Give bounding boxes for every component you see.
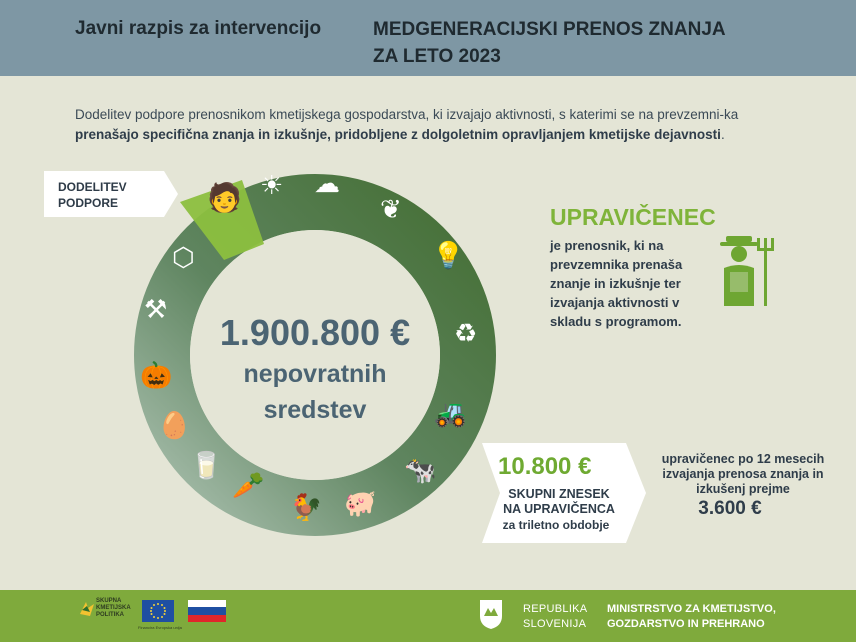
eggs-icon: 🥚 xyxy=(158,410,191,440)
intro-bold: prenašajo specifična znanja in izkušnje, pridobljene z dolgoletnim opravljanjem kmetijske dejavnosti xyxy=(75,127,721,142)
support-tag-line1: DODELITEV xyxy=(58,180,127,194)
header-title-line2: ZA LETO 2023 xyxy=(373,46,501,67)
sun-icon: ☀ xyxy=(260,170,284,200)
callout-line2: NA UPRAVIČENCA xyxy=(503,502,615,516)
tractor-icon: 🚜 xyxy=(434,398,467,428)
total-amount-label2: sredstev xyxy=(263,396,367,424)
skp-logo-text: SKUPNA KMETIJSKA POLITIKA xyxy=(96,598,131,618)
support-tag xyxy=(44,171,178,217)
header-title-line1: MEDGENERACIJSKI PRENOS ZNANJA xyxy=(373,19,726,40)
intro-part1: Dodelitev podpore prenosnikom kmetijskega gospodarstva, ki izvajajo aktivnosti, s katerimi se na prevzemni-ka xyxy=(75,107,739,122)
support-tag-text xyxy=(58,179,127,211)
rain-cloud-icon: ☁ xyxy=(314,168,340,198)
beneficiary-description: je prenosnik, ki na prevzemnika prenaša znanje in izkušnje ter izvajanja aktivnosti v skladu s programom. xyxy=(550,238,683,329)
callout-line3: za triletno obdobje xyxy=(502,518,610,532)
eu-flag-icon xyxy=(142,600,174,622)
milk-icon: 🥛 xyxy=(190,450,223,480)
ministry-line2: GOZDARSTVO IN PREHRANO xyxy=(607,618,765,630)
pig-icon: 🐖 xyxy=(344,488,377,518)
ministry-text xyxy=(607,602,776,632)
garden-tools-icon: ⚒ xyxy=(144,294,168,324)
side-note-text: upravičenec po 12 mesecih izvajanja prenosa znanja in izkušenj prejme xyxy=(661,452,825,496)
pumpkin-icon: 🎃 xyxy=(140,360,173,390)
republic-line2: SLOVENIJA xyxy=(523,618,587,630)
callout-label xyxy=(494,487,624,517)
support-tag-line2: PODPORE xyxy=(58,196,119,210)
lightbulb-icon: 💡 xyxy=(432,240,465,270)
header-left-title: Javni razpis za intervencijo xyxy=(75,18,322,39)
intro-end: . xyxy=(720,127,725,142)
republic-slovenia-text xyxy=(523,602,587,632)
callout-amount: 10.800 € xyxy=(498,453,592,480)
honeycomb-icon: ⬡ xyxy=(172,242,195,272)
header-bar xyxy=(0,0,856,76)
skp-logo-icon xyxy=(78,600,96,618)
slovenia-flag-icon xyxy=(188,600,226,622)
side-note-amount: 3.600 € xyxy=(698,498,762,519)
farmer-icon: 🧑 xyxy=(207,182,242,213)
farmer-icon xyxy=(718,234,780,313)
header-right-title xyxy=(373,16,833,70)
vegetables-icon: 🥕 xyxy=(232,470,265,500)
total-amount-label1: nepovratnih xyxy=(243,360,387,388)
coat-of-arms-icon xyxy=(478,598,504,630)
amount-callout xyxy=(470,443,646,543)
republic-line1: REPUBLIKA xyxy=(523,603,588,615)
footer-bar xyxy=(0,590,856,642)
rooster-icon: 🐓 xyxy=(290,492,323,522)
funding-ring xyxy=(132,168,498,538)
eu-caption: Financira Evropska unija xyxy=(138,625,182,630)
total-amount: 1.900.800 € xyxy=(219,312,411,353)
ring-center xyxy=(132,168,498,538)
ministry-line1: MINISTRSTVO ZA KMETIJSTVO, xyxy=(607,603,776,615)
beneficiary-title: UPRAVIČENEC xyxy=(550,204,716,230)
recycle-bin-icon: ♻ xyxy=(454,318,478,348)
callout-line1: SKUPNI ZNESEK xyxy=(508,487,610,501)
leaf-icon: ❦ xyxy=(380,194,402,224)
cow-icon: 🐄 xyxy=(404,455,437,485)
intro-text xyxy=(75,105,795,145)
